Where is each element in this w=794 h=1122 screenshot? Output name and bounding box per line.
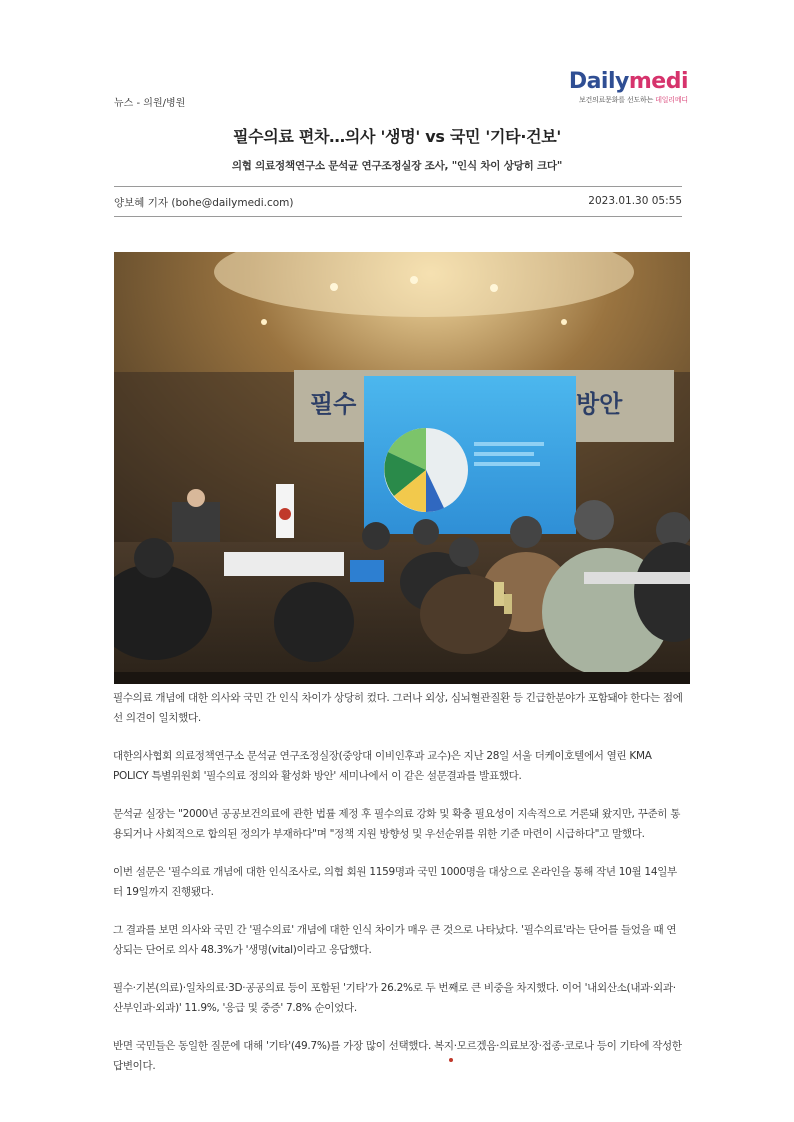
article-paragraph: 문석균 실장는 "2000년 공공보건의료에 관한 법률 제정 후 필수의료 강화 및 확충 필요성이 지속적으로 거론돼 왔지만, 꾸준히 통용되거나 사회적으로 합의된 정의가 부재하다"며 "정책 지원 방향성 및 우선순위를 위한 기준 마련이 시급하다"고 말했다. bbox=[113, 808, 681, 840]
article-paragraph: 대한의사협회 의료정책연구소 문석균 연구조정실장(중앙대 이비인후과 교수)은 지난 28일 서울 더케이호텔에서 열린 KMA POLICY 특별위원회 '필수의료 정의와 활성화 방안' 세미나에서 이 같은 설문결과를 발표했다. bbox=[113, 750, 652, 782]
banner-text-left: 필수 bbox=[310, 390, 357, 418]
scan-mark bbox=[449, 1058, 453, 1062]
breadcrumb: 뉴스 - 의원/병원 bbox=[114, 98, 186, 109]
article-paragraph: 반면 국민들은 동일한 질문에 대해 '기타'(49.7%)를 가장 많이 선택했다. 복지·모르겠음·의료보장·접종·코로나 등이 기타에 작성한 답변이다. bbox=[113, 1040, 682, 1072]
divider-top bbox=[114, 186, 682, 187]
dailymedi-logo bbox=[560, 70, 688, 105]
logo-medi-text: medi bbox=[628, 69, 688, 94]
article-headline: 필수의료 편차…의사 '생명' vs 국민 '기타·건보' bbox=[232, 127, 562, 146]
article-body bbox=[113, 688, 685, 1094]
logo-tagline-brand: 데일리메디 bbox=[655, 96, 688, 104]
article-byline: 양보혜 기자 (bohe@dailymedi.com) bbox=[114, 197, 294, 209]
logo-daily-text: Daily bbox=[568, 69, 629, 94]
logo-tagline-prefix: 보건의료문화를 선도하는 bbox=[578, 96, 654, 104]
article-paragraph: 그 결과를 보면 의사와 국민 간 '필수의료' 개념에 대한 인식 차이가 매우 큰 것으로 나타났다. '필수의료'라는 단어를 들었을 때 연상되는 단어로 의사 48.3%가 '생명(vital)이라고 응답했다. bbox=[113, 924, 677, 956]
article-paragraph: 필수·기본(의료)·일차의료·3D·공공의료 등이 포함된 '기타'가 26.2%로 두 번째로 큰 비중을 차지했다. 이어 '내외산소(내과·외과·산부인과·외과)' 11.9%, '응급 및 중증' 7.8% 순이었다. bbox=[113, 982, 676, 1014]
article-date: 2023.01.30 05:55 bbox=[588, 195, 682, 207]
banner-text-right: 방안 bbox=[576, 390, 623, 418]
article-paragraph: 이번 설문은 '필수의료 개념에 대한 인식조사로, 의협 회원 1159명과 국민 1000명을 대상으로 온라인을 통해 작년 10월 14일부터 19일까지 진행됐다. bbox=[113, 866, 677, 898]
article-paragraph: 필수의료 개념에 대한 의사와 국민 간 인식 차이가 상당히 컸다. 그러나 외상, 심뇌혈관질환 등 긴급한분야가 포함돼야 한다는 점에선 의견이 일치했다. bbox=[113, 692, 683, 724]
logo-tagline bbox=[560, 95, 688, 105]
seminar-photo-illustration bbox=[114, 252, 690, 684]
seminar-photo bbox=[114, 252, 690, 684]
logo-wordmark bbox=[560, 70, 688, 94]
article-subheadline: 의협 의료정책연구소 문석균 연구조정실장 조사, "인식 차이 상당히 크다" bbox=[231, 160, 563, 172]
divider-bottom bbox=[114, 216, 682, 217]
